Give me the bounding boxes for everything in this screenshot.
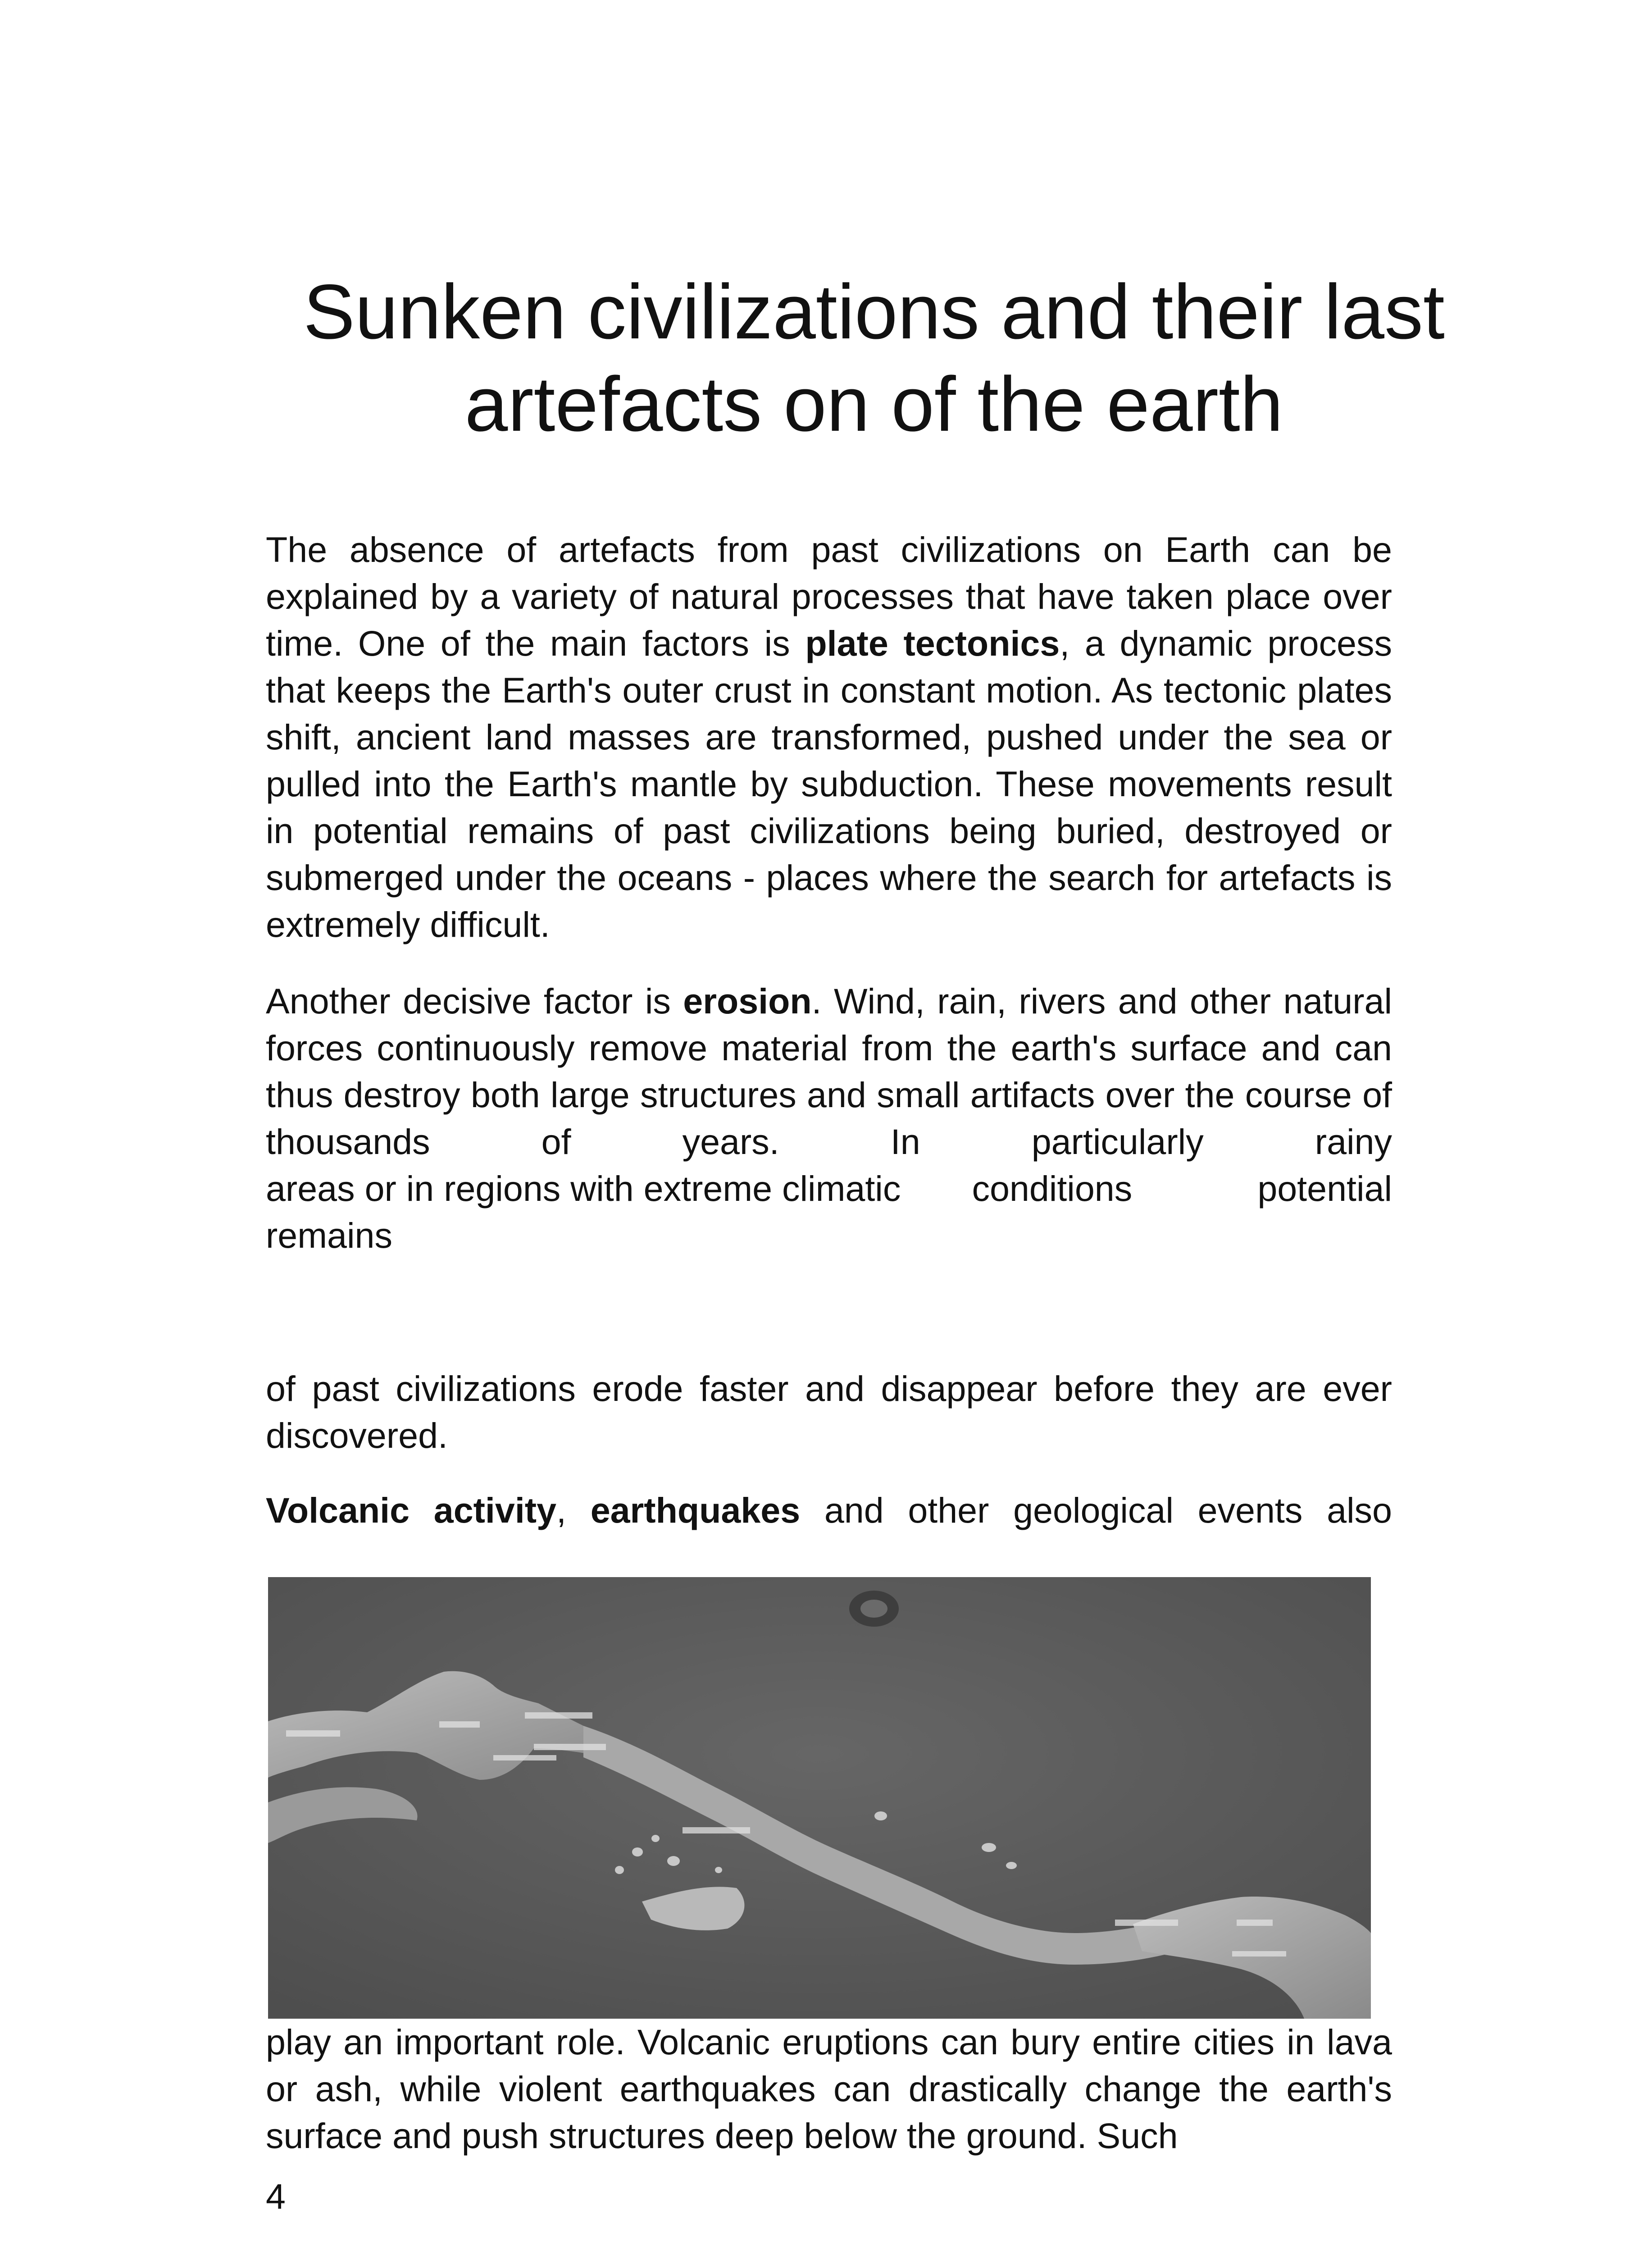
title-line-1: Sunken civilizations and their last [303,269,1445,355]
satellite-map-image [268,1577,1371,2019]
p2-line6: remains [266,1215,392,1255]
p2-spaced-line [266,1165,1392,1212]
paragraph-volcanic-continued: play an important role. Volcanic eruptions can bury entire cities in lava or ash, while violent earthquakes can drastically change the earth's surface and push structures deep below the ground. Such [266,2022,1392,2156]
p2-text-c: . Wind, rain, rivers and other natural forces continuously remove material from the earth's surface and can thus destroy both large structures and small artifacts over the course of thousands of years. In particularly rainy [266,981,1392,1162]
satellite-map-svg [268,1577,1371,2019]
p2-bold-term: erosion [683,981,812,1021]
p4-sep: , [556,1490,591,1530]
p1-text-a: The absence of artefacts from past civilizations on Earth can be explained by a variety of natural processes that have taken place over time. One of the main factors is [266,529,1392,663]
paragraph-plate-tectonics [266,526,1392,948]
p2-line5-right: potential [1257,1168,1392,1209]
p4-bold-volcanic: Volcanic activity [266,1490,557,1530]
page-number: 4 [266,2176,286,2217]
page-title [252,266,1496,451]
title-line-2: artefacts on of the earth [464,361,1283,447]
p4-text-c: and other geological events also [800,1490,1392,1530]
p2-line5-mid: conditions [972,1168,1133,1209]
paragraph-volcanic [266,1487,1392,1534]
p1-text-c: , a dynamic process that keeps the Earth's outer crust in constant motion. As tectonic plates shift, ancient land masses are transformed, pushed under the sea or pulled into the Earth's mantle by subduction. These movements result in potential remains of past civilizations being buried, destroyed or submerged under the oceans - places where the search for artefacts is extremely difficult. [266,623,1392,944]
paragraph-continuation: of past civilizations erode faster and disappear before they are ever discovered. [266,1368,1392,1455]
p4-bold-earthquakes: earthquakes [590,1490,801,1530]
paragraph-erosion [266,978,1392,1259]
p1-bold-term: plate tectonics [805,623,1060,663]
p2-line5-left: areas or in regions with extreme climatic [266,1168,901,1209]
p2-text-a: Another decisive factor is [266,981,683,1021]
